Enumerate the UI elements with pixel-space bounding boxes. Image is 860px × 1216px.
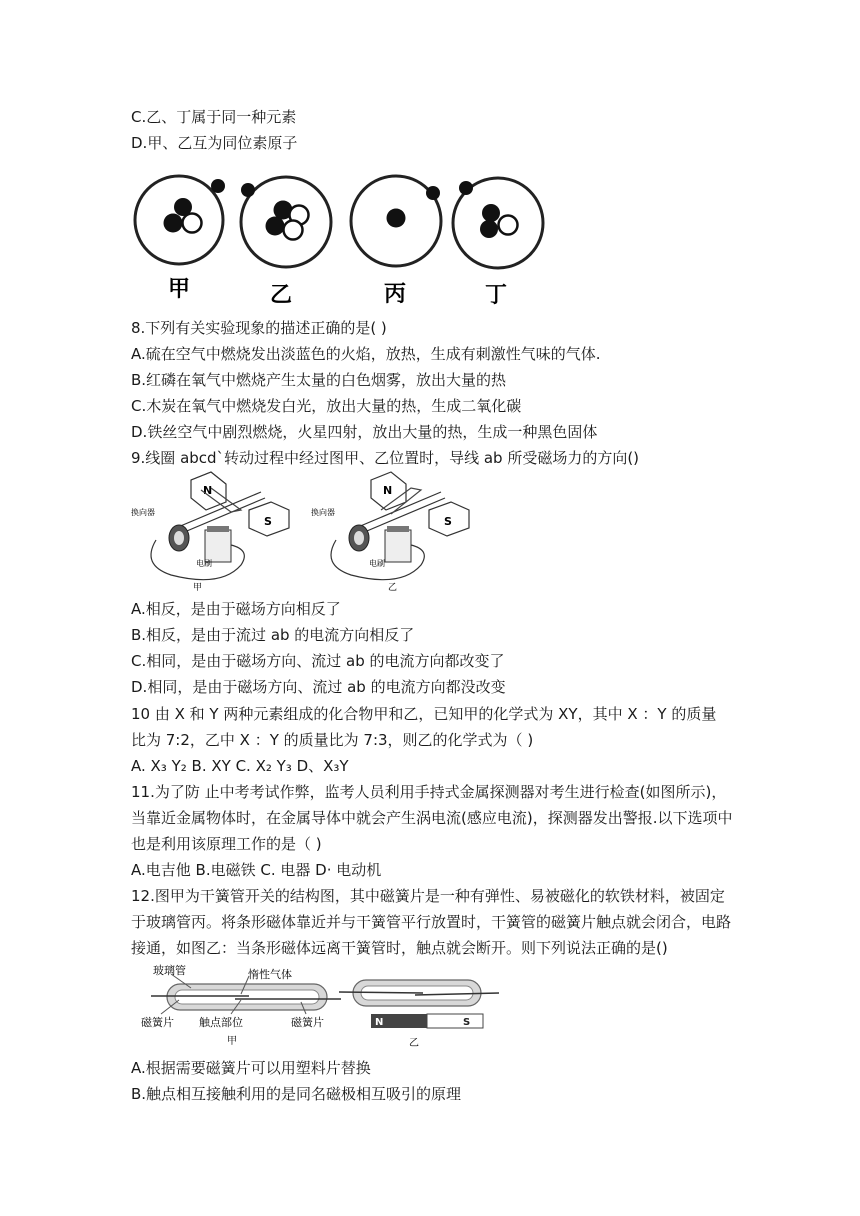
brush-label-yi: 电刷 [369, 559, 385, 568]
q11-stem-line2: 当靠近金属物体时，在金属导体中就会产生涡电流(感应电流)，探测器发出警报.以下选项中 [131, 809, 733, 827]
atom-label-jia: 甲 [167, 277, 191, 302]
q7-option-c: C.乙、丁属于同一种元素 [131, 108, 297, 126]
reed-switch-diagram [131, 962, 506, 1050]
atom-jia [135, 176, 225, 264]
inert-gas-label: 惰性气体 [248, 968, 292, 981]
q12-option-b: B.触点相互接触利用的是同名磁极相互吸引的原理 [131, 1085, 462, 1103]
motor-jia [131, 472, 289, 593]
commutator-label-jia: 换向器 [131, 508, 155, 517]
q10-stem-line1: 10 由 X 和 Y 两种元素组成的化合物甲和乙，已知甲的化学式为 XY，其中 X ：Y 的质量 [131, 705, 717, 723]
q12-option-a: A.根据需要磁簧片可以用塑料片替换 [131, 1059, 371, 1077]
atom-label-ding: 丁 [484, 283, 508, 308]
motor-south-jia: S [264, 515, 272, 528]
reed-right-label: 磁簧片 [291, 1016, 324, 1029]
q9-option-a: A.相反，是由于磁场方向相反了 [131, 600, 341, 618]
motor-north-yi: N [383, 484, 393, 497]
glass-tube-label: 玻璃管 [153, 964, 186, 977]
atom-label-yi: 乙 [269, 283, 293, 308]
q9-option-c: C.相同，是由于磁场方向、流过 ab 的电流方向都改变了 [131, 652, 505, 670]
atom-bing [351, 176, 441, 266]
q8-option-b: B.红磷在氧气中燃烧产生太量的白色烟雾，放出大量的热 [131, 371, 507, 389]
atom-ding [453, 178, 543, 268]
reed-caption-yi: 乙 [409, 1038, 419, 1049]
q10-options: A. X₃ Y₂ B. XY C. X₂ Y₃ D、X₃Y [131, 757, 349, 775]
atom-label-bing: 丙 [383, 282, 407, 307]
q8-option-c: C.木炭在氧气中燃烧发白光，放出大量的热，生成二氧化碳 [131, 397, 522, 415]
q12-stem-line2: 于玻璃管丙。将条形磁体靠近并与干簧管平行放置时，干簧管的磁簧片触点就会闭合，电路 [131, 913, 732, 931]
atom-diagram [131, 168, 551, 310]
q8-option-d: D.铁丝空气中剧烈燃烧，火星四射，放出大量的热，生成一种黑色固体 [131, 423, 598, 441]
q11-options: A.电吉他 B.电磁铁 C. 电器 D· 电动机 [131, 861, 382, 879]
q8-stem: 8.下列有关实验现象的描述正确的是( ) [131, 319, 387, 337]
reed-switch-yi [339, 980, 499, 1049]
atom-yi [241, 177, 331, 267]
q12-stem-line1: 12.图甲为干簧管开关的结构图，其中磁簧片是一种有弹性、易被磁化的软铁材料，被固定 [131, 887, 725, 905]
magnet-s-label: S [463, 1017, 471, 1028]
q9-option-b: B.相反，是由于流过 ab 的电流方向相反了 [131, 626, 415, 644]
q11-stem-line1: 11.为了防 止中考考试作弊，监考人员利用手持式金属探测器对考生进行检查(如图所示)， [131, 783, 727, 801]
q11-stem-line3: 也是利用该原理工作的是（ ) [131, 835, 322, 853]
magnet-n-label: N [375, 1017, 384, 1028]
q8-option-a: A.硫在空气中燃烧发出淡蓝色的火焰，放热，生成有刺激性气味的气体. [131, 345, 601, 363]
motor-caption-jia: 甲 [193, 583, 203, 593]
motor-north-jia: N [203, 484, 213, 497]
reed-left-label: 磁簧片 [141, 1016, 174, 1029]
q9-option-d: D.相同，是由于磁场方向、流过 ab 的电流方向都没改变 [131, 678, 506, 696]
motor-diagram [131, 470, 476, 595]
motor-south-yi: S [444, 515, 452, 528]
brush-label-jia: 电刷 [196, 559, 212, 568]
contact-label: 触点部位 [199, 1016, 243, 1029]
motor-yi [311, 472, 469, 593]
reed-switch-jia [141, 963, 341, 1047]
reed-caption-jia: 甲 [227, 1036, 237, 1047]
q7-option-d: D.甲、乙互为同位素原子 [131, 134, 298, 152]
q12-stem-line3: 接通，如图乙：当条形磁体远离干簧管时，触点就会断开。则下列说法正确的是() [131, 939, 668, 957]
q10-stem-line2: 比为 7:2，乙中 X ：Y 的质量比为 7:3，则乙的化学式为（ ) [131, 731, 534, 749]
q9-stem: 9.线圈 abcd`转动过程中经过图甲、乙位置时，导线 ab 所受磁场力的方向() [131, 449, 640, 467]
motor-caption-yi: 乙 [388, 583, 398, 593]
commutator-label-yi: 换向器 [311, 508, 335, 517]
